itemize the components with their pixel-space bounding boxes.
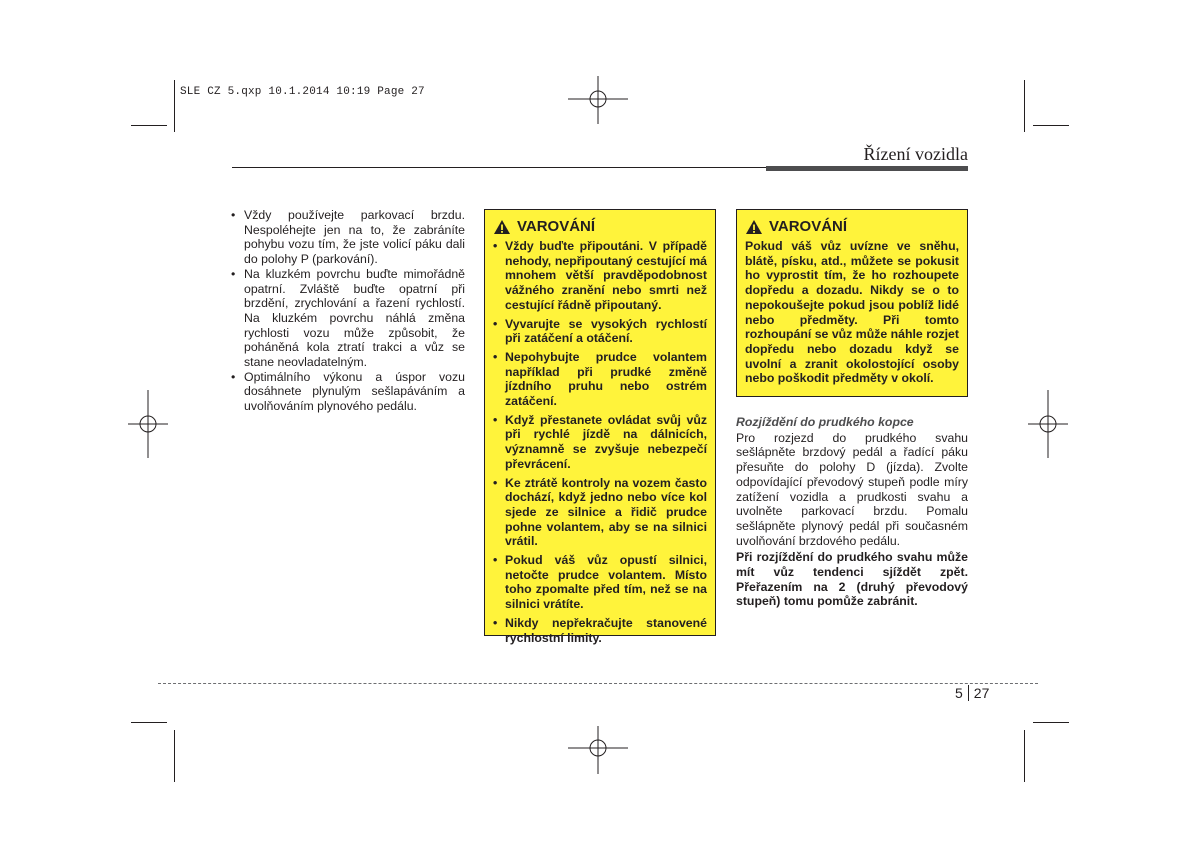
page-number-divider (968, 685, 969, 701)
page-title: Řízení vozidla (863, 144, 968, 164)
warning-triangle-icon (745, 219, 763, 235)
registration-mark-icon (568, 726, 628, 774)
list-item: • Když přestanete ovládat svůj vůz při rychlé jízdě na dálnicích, významně se zvyšuje nebezpečí převrácení. (493, 413, 707, 472)
print-slug: SLE CZ 5.qxp 10.1.2014 10:19 Page 27 (180, 86, 425, 98)
section-subheading: Rozjíždění do prudkého kopce (736, 415, 914, 429)
crop-mark (174, 730, 175, 782)
column-3 (736, 415, 968, 609)
crop-mark (1033, 125, 1069, 126)
warning-list (493, 239, 707, 645)
crop-mark (131, 722, 167, 723)
column-1 (231, 208, 465, 414)
list-item: • Nepohybujte prudce volantem například při prudké změně jízdního pruhu nebo ostrém zatáčení. (493, 350, 707, 409)
chapter-number: 5 (955, 685, 963, 701)
registration-mark-icon (1028, 390, 1068, 458)
warning-triangle-icon (493, 219, 511, 235)
list-item: • Nikdy nepřekračujte stanovené rychlostní limity. (493, 616, 707, 645)
list-item: • Na kluzkém povrchu buďte mimořádně opatrní. Zvláště buďte opatrní při brzdění, zrychlování a řazení rychlostí. Na kluzkém povrchu náhlá změna rychlosti vozu může způsobit, že poháněná kola ztratí trakci a vůz se stane neovladatelným. (231, 267, 465, 370)
list-item: • Vždy používejte parkovací brzdu. Nespoléhejte jen na to, že zabráníte pohybu vozu tím, že jste volicí páku dali do polohy P (parkování). (231, 208, 465, 267)
footer-rule (158, 683, 1038, 684)
warning-header (745, 218, 959, 236)
list-item: • Pokud váš vůz opustí silnici, netočte prudce volantem. Místo toho zpomalte před tím, než se na silnici vrátíte. (493, 553, 707, 612)
tips-list (231, 208, 465, 414)
header-bar (766, 166, 968, 171)
warning-title: VAROVÁNÍ (517, 218, 596, 235)
warning-box-2 (736, 209, 968, 397)
registration-mark-icon (128, 390, 168, 458)
crop-mark (131, 125, 167, 126)
list-item: • Vždy buďte připoutáni. V případě nehody, nepřipoutaný cestující má mnohem větší pravděpodobnost vážného zranění nebo smrti než cestující řádně připoutaný. (493, 239, 707, 313)
warning-box-1 (484, 209, 716, 645)
registration-mark-icon (568, 76, 628, 124)
list-item: • Vyvarujte se vysokých rychlostí při zatáčení a otáčení. (493, 317, 707, 346)
body-paragraph: Pro rozjezd do prudkého svahu sešlápněte brzdový pedál a řadící páku přesuňte do polohy D (jízda). Zvolte odpovídající převodový stupeň podle míry zatížení vozidla a prudkosti svahu a uvolněte parkovací brzdu. Pomalu sešlápněte plynový pedál při současném uvolňování brzdového pedálu. (736, 430, 968, 548)
bold-paragraph: Při rozjíždění do prudkého svahu může mít vůz tendenci sjíždět zpět. Přeřazením na 2 (druhý převodový stupeň) tomu pomůže zabránit. (736, 550, 968, 609)
warning-text: Pokud váš vůz uvízne ve sněhu, blátě, písku, atd., můžete se pokusit ho vyprostit tím, že ho rozhoupete dopředu a dozadu. Nikdy se o to nepokoušejte pokud jsou poblíž lidé nebo předměty. Při tomto rozhoupání se vůz může náhle rozjet dopředu nebo dozadu když se uvolní a zranit okolostojící osoby nebo poškodit předměty v okolí. (745, 239, 959, 386)
warning-header (493, 218, 707, 236)
list-item: • Ke ztrátě kontroly na vozem často dochází, když jedno nebo více kol sjede ze silnice a řidič prudce pohne volantem, aby se na silnici vrátil. (493, 476, 707, 550)
warning-title: VAROVÁNÍ (769, 218, 848, 235)
list-item: • Optimálního výkonu a úspor vozu dosáhnete plynulým sešlapáváním a uvolňováním plynového pedálu. (231, 370, 465, 414)
crop-mark (1024, 730, 1025, 782)
crop-mark (1033, 722, 1069, 723)
crop-mark (1024, 80, 1025, 132)
crop-mark (174, 80, 175, 132)
page-number (955, 685, 989, 701)
page-number-value: 27 (973, 685, 990, 701)
